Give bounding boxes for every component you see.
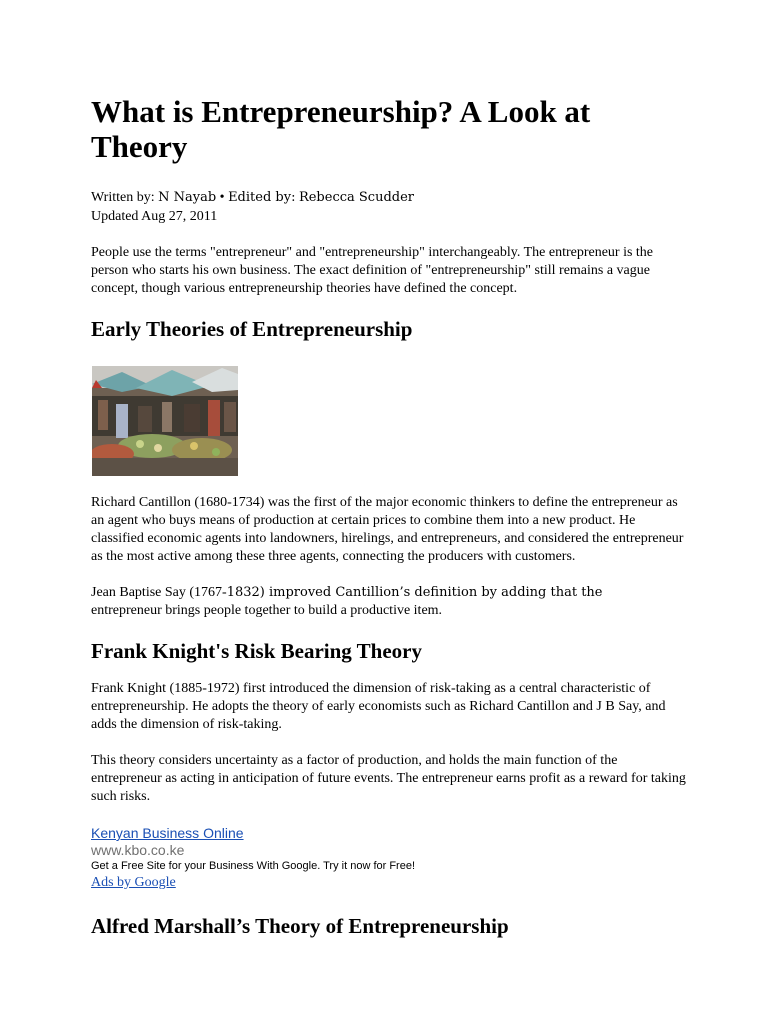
ad-description: Get a Free Site for your Business With Google. Try it now for Free! <box>91 860 416 872</box>
say-paragraph-start: Jean Baptise Say (1767- <box>91 585 227 600</box>
ad-url[interactable]: www.kbo.co.ke <box>91 842 185 858</box>
article-title: What is Entrepreneurship? A Look at Theory <box>91 94 591 164</box>
byline-separator: • <box>219 190 225 205</box>
knight-paragraph-2: This theory considers uncertainty as a factor of production, and holds the main function of the entrepreneur as acting in anticipation of future events. The entrepreneur earns profit as a reward for taking such risks. <box>91 753 686 804</box>
knight-paragraph-1: Frank Knight (1885-1972) first introduced the dimension of risk-taking as a central characteristic of entrepreneurship. He adopts the theory of early economists such as Richard Cantillon and J B Say, and adds the dimension of risk-taking. <box>91 681 666 732</box>
say-paragraph-end: entrepreneur brings people together to build a productive item. <box>91 603 443 618</box>
section-heading-early-theories: Early Theories of Entrepreneurship <box>91 317 413 341</box>
ads-by-google-link[interactable]: Ads by Google <box>91 875 176 890</box>
byline <box>91 188 691 207</box>
editor-name[interactable]: Rebecca Scudder <box>298 190 415 205</box>
section-heading-frank-knight: Frank Knight's Risk Bearing Theory <box>91 639 422 663</box>
article <box>91 94 691 955</box>
updated-date: Updated Aug 27, 2011 <box>91 209 218 224</box>
author-name[interactable]: N Nayab <box>158 190 217 205</box>
edited-by-label: Edited by: <box>228 190 296 205</box>
market-stalls-photo <box>92 366 238 476</box>
google-ad <box>91 824 691 891</box>
say-paragraph <box>91 584 691 620</box>
ad-title-link[interactable]: Kenyan Business Online <box>91 825 244 841</box>
say-paragraph-middle: 1832) improved Cantillion’s definition by adding that the <box>226 585 603 600</box>
written-by-label: Written by: <box>91 190 155 205</box>
intro-paragraph: People use the terms "entrepreneur" and "entrepreneurship" interchangeably. The entrepreneur is the person who starts his own business. The exact definition of "entrepreneurship" still remains a vague concept, though various entrepreneurship theories have defined the concept. <box>91 245 654 296</box>
section-heading-alfred-marshall: Alfred Marshall’s Theory of Entrepreneurship <box>91 914 509 938</box>
cantillon-paragraph: Richard Cantillon (1680-1734) was the first of the major economic thinkers to define the entrepreneur as an agent who buys means of production at certain prices to combine them into a new product. He classified economic agents into landowners, hirelings, and entrepreneurs, and considered the entrepreneur as the most active among these three agents, connecting the producers with customers. <box>91 495 684 564</box>
